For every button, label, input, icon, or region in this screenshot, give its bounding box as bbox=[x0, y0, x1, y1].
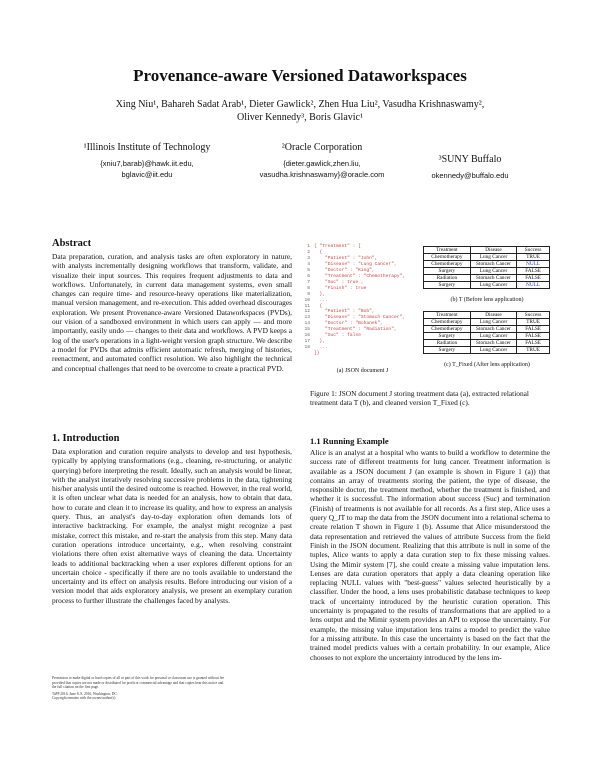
table-cell: FALSE bbox=[517, 340, 550, 347]
table-cell: Surgery bbox=[424, 347, 471, 354]
subcaption-c: (c) T_Fixed (After lens application) bbox=[444, 362, 530, 368]
table-cell: TRUE bbox=[517, 254, 550, 261]
table-row bbox=[424, 261, 550, 268]
table-header-row bbox=[424, 247, 550, 254]
affiliation-email: {dieter.gawlick,zhen.liu, bbox=[283, 159, 361, 168]
author-list bbox=[40, 98, 560, 124]
table-cell: Lung Cancer bbox=[470, 282, 516, 289]
abstract-paragraph: Data preparation, curation, and analysis tasks are often exploratory in nature, with analysts incrementally designing workflows that transform, validate, and visualize their input sources. This requires frequent adjustments to data and workflows. Unfortunately, in current data management systems, even small changes can require time- and resource-heavy operations like materialization, manual version management, and re-execution. This added overhead discourages exploration. We present Provenance-aware Versioned Dataworkspaces (PVDs), our vision of a sandboxed environment in which users can apply — and more importantly, easily undo — changes to their data and workflows. A PVD keeps a log of the user's operations in a light-weight version graph structure. We describe a model for PVDs that admits efficient automatic refresh, merging of histories, reenactment, and automated conflict resolution. We also highlight the technical and conceptual challenges that need to be overcome to create a practical PVD. bbox=[52, 252, 292, 373]
column-header: Treatment bbox=[424, 312, 471, 319]
footnote-line: the full citation on the first page. bbox=[52, 685, 100, 690]
line-number: 11 bbox=[304, 303, 310, 309]
line-number: 8 bbox=[307, 285, 310, 291]
table-row bbox=[424, 282, 550, 289]
json-line: "Doctor" : "King", bbox=[314, 267, 375, 273]
json-document bbox=[314, 244, 419, 357]
table-cell: Stomach Cancer bbox=[470, 326, 516, 333]
abstract-heading: Abstract bbox=[52, 238, 92, 249]
json-line: "Disease" : "Lung Cancer", bbox=[314, 261, 397, 267]
column-header: Treatment bbox=[424, 247, 471, 254]
table-cell: TRUE bbox=[517, 347, 550, 354]
json-line: { bbox=[314, 303, 323, 309]
copyright-footnote bbox=[52, 676, 292, 701]
table-cell: Lung Cancer bbox=[470, 254, 516, 261]
figure-1 bbox=[300, 244, 550, 444]
table-row bbox=[424, 268, 550, 275]
line-number: 12 bbox=[304, 309, 310, 315]
column-header: Disease bbox=[470, 312, 516, 319]
line-number: 14 bbox=[304, 321, 310, 327]
line-number: 13 bbox=[304, 315, 310, 321]
line-number: 4 bbox=[307, 261, 310, 267]
json-line: "Suc" : false bbox=[314, 333, 361, 339]
column-header: Success bbox=[517, 247, 550, 254]
table-cell: NULL bbox=[517, 261, 550, 268]
json-line: ... bbox=[314, 345, 328, 351]
table-cell: Chemotherapy bbox=[424, 319, 471, 326]
line-number: 9 bbox=[307, 291, 310, 297]
json-line: "Treatment" : "Chemotherapy", bbox=[314, 273, 405, 279]
footnote-line: TaPP 2016, June 8–9, 2016, Washington, DC. bbox=[52, 691, 118, 696]
authors-line-1: Xing Niu¹, Bahareh Sadat Arab¹, Dieter Gawlick², Zhen Hua Liu², Vasudha Krishnaswamy², bbox=[115, 99, 485, 110]
table-cell: FALSE bbox=[517, 326, 550, 333]
affiliation-oracle bbox=[247, 142, 397, 180]
line-number: 18 bbox=[304, 345, 310, 351]
affiliation-name: ¹Illinois Institute of Technology bbox=[83, 142, 211, 153]
json-line: "Treatment" : "Radiation", bbox=[314, 327, 397, 333]
line-number: 10 bbox=[304, 297, 310, 303]
table-cell: Stomach Cancer bbox=[470, 340, 516, 347]
json-line: { "Treatment" : [ bbox=[314, 244, 361, 249]
line-number: 15 bbox=[304, 327, 310, 333]
subcaption-a: (a) JSON document J bbox=[336, 368, 389, 374]
table-row bbox=[424, 326, 550, 333]
running-example-paragraph: Alice is an analyst at a hospital who wants to build a workflow to determine the success rate of different treatments for lung cancer. Treatment information is available as a JSON document J (an example is shown in Figure 1 (a)) that contains an array of treatments storing the patient, the type of disease, the responsible doctor, the treatment method, whether the treatment is finished, and whether it is successful. The information about success (Suc) and termination (Finish) of treatments is not available for all records. As a first step, Alice uses a query Q_JT to map the data from the JSON document into a relational schema to create relation T shown in Figure 1 (b). Assume that Alice misunderstood the data representation and retrieved the values of attribute Success from the field Finish in the JSON document. Realizing that this attribute is null in some of the tuples, Alice wants to apply a data curation step to fix these missing values. Using the Mimir system [7], she could create a missing value imputation lens. Lenses are data curation operators that apply a data cleaning operation like replacing NULL values with "best-guess" values selected heuristically by a classifier. Under the hood, a lens uses probabilistic database techniques to keep track of uncertainty introduced by the heuristic curation operation. This uncertainty is propagated to the results of transformations that are applied to a lens output and the Mimir system provides an API to expose the uncertainty. For example, the missing value imputation lens trains a model to predict the value for a missing attribute. In this case the uncertainty is based on the fact that the trained model predicts values with a certain probability. In our example, Alice chooses to not explore the uncertainty introduced by the lens im- bbox=[310, 448, 550, 662]
table-row bbox=[424, 254, 550, 261]
table-cell: Lung Cancer bbox=[470, 333, 516, 340]
intro-heading: 1. Introduction bbox=[52, 433, 120, 444]
table-cell: Stomach Cancer bbox=[470, 261, 516, 268]
affiliation-email: vasudha.krishnaswamy}@oracle.com bbox=[259, 170, 385, 179]
affiliation-name: ³SUNY Buffalo bbox=[438, 154, 502, 165]
json-line: }, bbox=[314, 339, 326, 345]
json-line: "Disease" : "Stomach Cancer", bbox=[314, 315, 405, 321]
table-after-lens bbox=[423, 311, 550, 354]
json-line: ... bbox=[314, 297, 328, 303]
line-number: 16 bbox=[304, 333, 310, 339]
running-example-heading: 1.1 Running Example bbox=[310, 436, 389, 446]
affiliation-name: ²Oracle Corporation bbox=[281, 142, 363, 153]
table-cell: FALSE bbox=[517, 333, 550, 340]
table-cell: Lung Cancer bbox=[470, 319, 516, 326]
json-line: { bbox=[314, 249, 323, 255]
table-cell: Chemotherapy bbox=[424, 261, 471, 268]
table-cell: Lung Cancer bbox=[470, 268, 516, 275]
line-number: 2 bbox=[307, 249, 310, 255]
table-cell: NULL bbox=[517, 282, 550, 289]
json-line: "Finish" : true bbox=[314, 285, 367, 291]
footnote-line: provided that copies are not made or distributed for profit or commercial advantage and that copies bear this notice and bbox=[52, 680, 224, 685]
table-cell: TRUE bbox=[517, 319, 550, 326]
table-cell: Chemotherapy bbox=[424, 326, 471, 333]
intro-text bbox=[52, 447, 292, 605]
json-line: "Suc" : true , bbox=[314, 279, 364, 285]
table-cell: Radiation bbox=[424, 275, 471, 282]
line-number: 17 bbox=[304, 339, 310, 345]
table-row bbox=[424, 340, 550, 347]
json-line: }, bbox=[314, 291, 326, 297]
authors-line-2: Oliver Kennedy³, Boris Glavic¹ bbox=[237, 112, 363, 123]
line-number: 7 bbox=[307, 279, 310, 285]
table-row bbox=[424, 319, 550, 326]
table-cell: FALSE bbox=[517, 275, 550, 282]
subcaption-b: (b) T (Before lens application) bbox=[450, 297, 524, 303]
table-row bbox=[424, 347, 550, 354]
affiliation-buffalo bbox=[410, 154, 530, 181]
affiliation-email: okennedy@buffalo.edu bbox=[431, 171, 509, 180]
table-cell: Lung Cancer bbox=[470, 347, 516, 354]
table-row bbox=[424, 275, 550, 282]
table-cell: FALSE bbox=[517, 268, 550, 275]
footnote-line: Permission to make digital or hard copies of all or part of this work for personal or classroom use is granted without fee bbox=[52, 676, 225, 680]
paper-title: Provenance-aware Versioned Dataworkspaces bbox=[133, 66, 467, 85]
json-line: ]} bbox=[314, 351, 320, 357]
affiliation-email: {xniu7,barab}@hawk.iit.edu, bbox=[100, 159, 194, 168]
line-number: 3 bbox=[307, 255, 310, 261]
abstract-text bbox=[52, 252, 292, 373]
table-before-lens bbox=[423, 246, 550, 289]
table-row bbox=[424, 333, 550, 340]
affiliation-iit bbox=[62, 142, 232, 180]
footnote-line: Copyright remains with the owner/author(s). bbox=[52, 696, 117, 701]
affiliation-email: bglavic@iit.edu bbox=[121, 170, 173, 179]
column-header: Disease bbox=[470, 247, 516, 254]
table-cell: Chemotherapy bbox=[424, 254, 471, 261]
table-cell: Surgery bbox=[424, 282, 471, 289]
column-header: Success bbox=[517, 312, 550, 319]
line-number: 1 bbox=[307, 244, 310, 249]
table-cell: Surgery bbox=[424, 333, 471, 340]
figure-caption: Figure 1: JSON document J storing treatment data (a), extracted relational treatment data T (b), and cleaned version T_Fixed (c). bbox=[310, 389, 529, 408]
table-cell: Radiation bbox=[424, 340, 471, 347]
json-line-numbers bbox=[300, 244, 310, 351]
json-line: "Doctor" : "Bohanek", bbox=[314, 321, 383, 327]
line-number: 5 bbox=[307, 267, 310, 273]
table-cell: Surgery bbox=[424, 268, 471, 275]
line-number: 6 bbox=[307, 273, 310, 279]
intro-paragraph: Data exploration and curation require analysts to develop and test hypothesis, typically by applying transformations (e.g., cleaning, re-structuring, or analytic querying) before interpreting the result. Ideally, such an analysis would be linear, with the analyst iteratively resolving successive problems in the data, tightening his/her analysis until the desired outcome is reached. However, in the real world, it is often unclear what data is needed for an analysis, how to obtain that data, how to curate and clean it to increase its quality, and how to express an analysis query. Thus, an analyst's day-to-day exploration often demands lots of interactive backtracking. For example, the analyst might recognize a past mistake, correct this mistake, and re-start the analysis from this step. Many data curation operations introduce uncertainty, e.g., when resolving constraint violations there often exist alternative ways of cleaning the data. Uncertainty leads to additional backtracking when a user explores different options for an uncertain choice - specifically if there are no tools available to understand the uncertainty and its effect on analysis results. Before introducing our vision of a version model that aids exploratory analysis, we present an exemplary curation process to further illustrate the challenges faced by analysts. bbox=[52, 447, 292, 605]
json-line: "Patient" : "Bob", bbox=[314, 309, 375, 315]
running-example-text bbox=[310, 448, 550, 662]
json-line: "Patient" : "John", bbox=[314, 255, 378, 261]
table-cell: Stomach Cancer bbox=[470, 275, 516, 282]
table-header-row bbox=[424, 312, 550, 319]
